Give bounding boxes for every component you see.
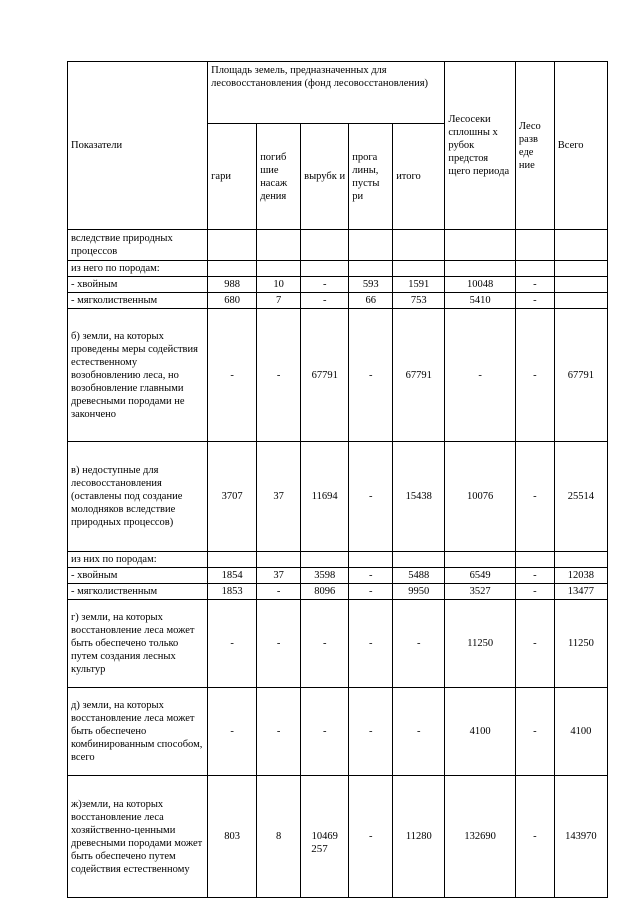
header-nurseries: Лесо разв еде ние: [515, 62, 554, 230]
table-cell: 25514: [554, 442, 607, 552]
table-cell: -: [257, 600, 301, 688]
table-cell: 8096: [301, 584, 349, 600]
table-cell: -: [515, 442, 554, 552]
header-dead-stands: погиб шие насаж дения: [257, 124, 301, 230]
table-cell: 8: [257, 776, 301, 898]
table-row: [68, 776, 608, 898]
table-body: [68, 230, 608, 898]
table-cell: -: [257, 584, 301, 600]
table-cell: [445, 552, 516, 568]
table-cell: [554, 552, 607, 568]
table-cell: 67791: [554, 309, 607, 442]
table-cell: -: [301, 293, 349, 309]
table-cell: -: [208, 309, 257, 442]
table-cell: [515, 552, 554, 568]
table-cell: 66: [349, 293, 393, 309]
table-cell: 3527: [445, 584, 516, 600]
table-cell: 1591: [393, 277, 445, 293]
row-label: из них по породам:: [68, 552, 208, 568]
table-cell: 1854: [208, 568, 257, 584]
table-cell: 7: [257, 293, 301, 309]
table-cell: -: [301, 688, 349, 776]
table-cell: 3598: [301, 568, 349, 584]
table-cell: -: [349, 776, 393, 898]
table-cell: 10076: [445, 442, 516, 552]
row-label: - хвойным: [68, 277, 208, 293]
table-cell: [554, 230, 607, 261]
table-cell: [208, 261, 257, 277]
table-cell: [445, 230, 516, 261]
table-row: [68, 309, 608, 442]
table-cell: -: [349, 584, 393, 600]
table-cell: -: [349, 442, 393, 552]
table-cell: [554, 293, 607, 309]
header-cutting-areas: Лесосеки сплошны х рубок предстоя щего периода: [445, 62, 516, 230]
header-total: итого: [393, 124, 445, 230]
table-cell: [349, 261, 393, 277]
table-cell: -: [349, 309, 393, 442]
table-cell: 11694: [301, 442, 349, 552]
table-cell: 593: [349, 277, 393, 293]
table-cell: 753: [393, 293, 445, 309]
table-cell: -: [257, 309, 301, 442]
header-land-area: Площадь земель, предназначенных для лесовосстановления (фонд лесовосстановления): [208, 62, 445, 124]
table-cell: [349, 230, 393, 261]
table-cell: -: [515, 776, 554, 898]
table-cell: 143970: [554, 776, 607, 898]
table-cell: 1853: [208, 584, 257, 600]
table-cell: -: [515, 584, 554, 600]
table-cell: 67791: [393, 309, 445, 442]
table-cell: -: [208, 600, 257, 688]
table-cell: 803: [208, 776, 257, 898]
table-cell: [554, 277, 607, 293]
table-cell: [393, 230, 445, 261]
table-row: [68, 277, 608, 293]
table-cell: 5488: [393, 568, 445, 584]
row-label: б) земли, на которых проведены меры содействия естественному возобновлению леса, но возобновление главными древесными породами не закончено: [68, 309, 208, 442]
forest-restoration-table: [67, 61, 608, 898]
table-cell: 11280: [393, 776, 445, 898]
table-cell: -: [393, 688, 445, 776]
table-cell: -: [515, 277, 554, 293]
table-cell: 37: [257, 568, 301, 584]
header-indicator: Показатели: [68, 62, 208, 230]
page-number: 257: [311, 843, 328, 855]
table-row: [68, 261, 608, 277]
table-cell: 37: [257, 442, 301, 552]
table-cell: [515, 261, 554, 277]
table-cell: [301, 261, 349, 277]
table-cell: [515, 230, 554, 261]
header-fires: гари: [208, 124, 257, 230]
table-cell: 9950: [393, 584, 445, 600]
table-cell: 12038: [554, 568, 607, 584]
table-cell: -: [208, 688, 257, 776]
table-cell: 4100: [445, 688, 516, 776]
row-label: г) земли, на которых восстановление леса может быть обеспечено только путем создания лесных культур: [68, 600, 208, 688]
table-cell: 11250: [445, 600, 516, 688]
table-cell: 10: [257, 277, 301, 293]
row-label: вследствие природных процессов: [68, 230, 208, 261]
table-cell: -: [349, 688, 393, 776]
table-cell: [301, 230, 349, 261]
table-cell: -: [515, 568, 554, 584]
table-cell: 10048: [445, 277, 516, 293]
row-label: - мягколиственным: [68, 293, 208, 309]
table-cell: -: [349, 600, 393, 688]
table-cell: -: [445, 309, 516, 442]
table-cell: 3707: [208, 442, 257, 552]
table-cell: 988: [208, 277, 257, 293]
table-row: [68, 293, 608, 309]
table-cell: [445, 261, 516, 277]
row-label: ж)земли, на которых восстановление леса хозяйственно-ценными древесными породами может быть обеспечено путем содействия естественному: [68, 776, 208, 898]
table-cell: [208, 552, 257, 568]
table-cell: -: [515, 688, 554, 776]
header-all: Всего: [554, 62, 607, 230]
table-cell: 15438: [393, 442, 445, 552]
header-clearings: вырубк и: [301, 124, 349, 230]
row-label: д) земли, на которых восстановление леса может быть обеспечено комбинированным способом, всего: [68, 688, 208, 776]
table-cell: 10469: [301, 776, 349, 898]
table-row: [68, 552, 608, 568]
table-cell: [554, 261, 607, 277]
table-cell: -: [515, 309, 554, 442]
table-cell: [257, 261, 301, 277]
table-cell: 5410: [445, 293, 516, 309]
table-row: [68, 600, 608, 688]
table-cell: 6549: [445, 568, 516, 584]
table-cell: -: [301, 277, 349, 293]
table-cell: -: [257, 688, 301, 776]
row-label: - хвойным: [68, 568, 208, 584]
table-cell: -: [301, 600, 349, 688]
table-cell: [208, 230, 257, 261]
row-label: - мягколиственным: [68, 584, 208, 600]
table-cell: 11250: [554, 600, 607, 688]
row-label: в) недоступные для лесовосстановления (оставлены под создание молодняков вследствие природных процессов): [68, 442, 208, 552]
table-cell: -: [393, 600, 445, 688]
table-row: [68, 568, 608, 584]
table-cell: -: [515, 600, 554, 688]
table-cell: 132690: [445, 776, 516, 898]
row-label: из него по породам:: [68, 261, 208, 277]
table-row: [68, 442, 608, 552]
table-row: [68, 230, 608, 261]
table-row: [68, 584, 608, 600]
table-cell: 13477: [554, 584, 607, 600]
table-cell: 67791: [301, 309, 349, 442]
table-cell: [257, 552, 301, 568]
table-cell: 4100: [554, 688, 607, 776]
table-cell: 680: [208, 293, 257, 309]
table-cell: -: [515, 293, 554, 309]
table-cell: [301, 552, 349, 568]
table-cell: [393, 552, 445, 568]
header-glades: прога лины, пусты ри: [349, 124, 393, 230]
table-cell: -: [349, 568, 393, 584]
table-cell: [349, 552, 393, 568]
table-cell: [257, 230, 301, 261]
table-cell: [393, 261, 445, 277]
table-row: [68, 688, 608, 776]
